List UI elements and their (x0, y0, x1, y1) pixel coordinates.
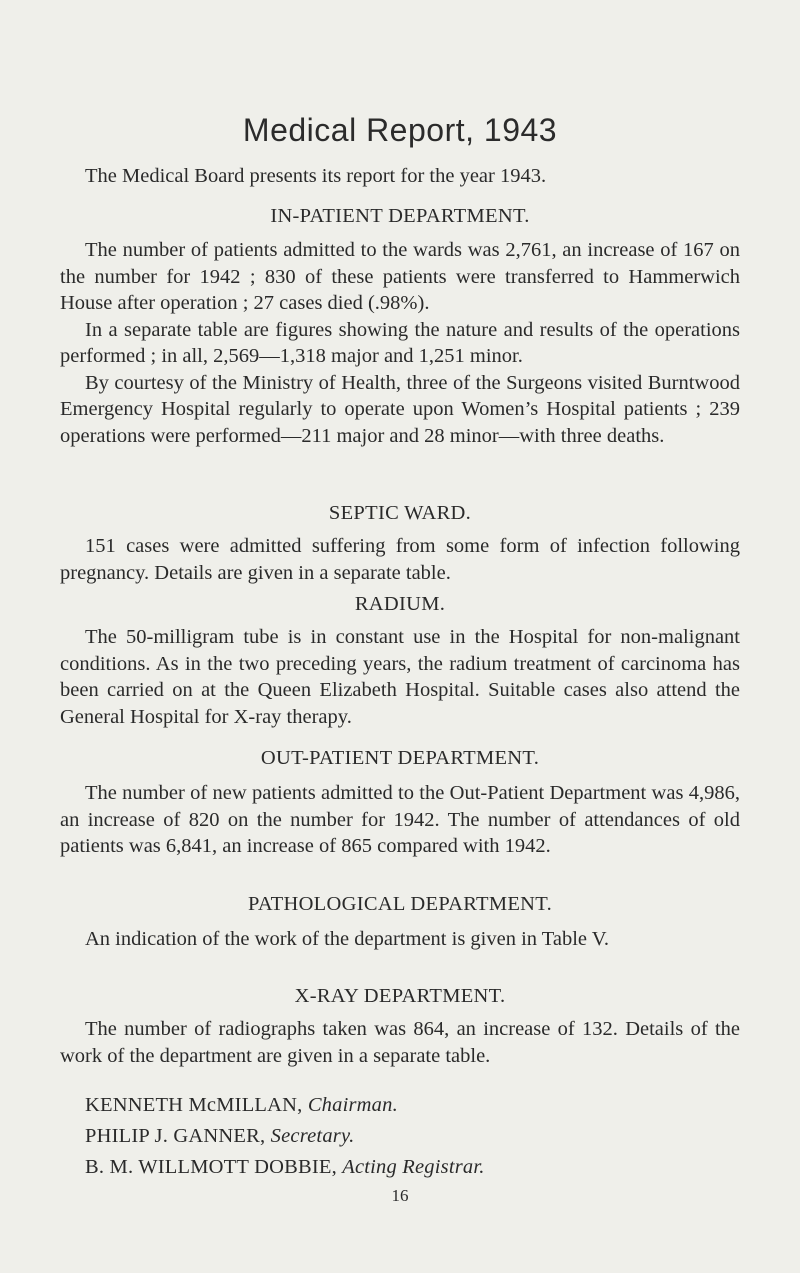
signature-chairman (85, 1094, 398, 1117)
page-title: Medical Report, 1943 (242, 112, 558, 148)
signature-name: KENNETH McMILLAN, (85, 1094, 303, 1116)
signature-registrar (85, 1156, 485, 1179)
septic-ward-heading: SEPTIC WARD. (328, 502, 472, 524)
xray-paragraph: The number of radiographs taken was 864, an increase of 132. Details of the work of the department are given in a separate table. (60, 1018, 740, 1067)
intro-paragraph (60, 163, 740, 190)
in-patient-paragraph-3: By courtesy of the Ministry of Health, three of the Surgeons visited Burntwood Emergency Hospital regularly to operate upon Women’s Hospital patients ; 239 operations were performed—211 major and 28 minor—with three deaths. (60, 371, 740, 447)
out-patient-section (60, 780, 740, 860)
signature-role: Acting Registrar. (342, 1156, 485, 1178)
pathological-section (60, 926, 740, 953)
signature-name: PHILIP J. GANNER, (85, 1125, 266, 1147)
radium-paragraph: The 50-milligram tube is in constant use in the Hospital for non-malignant conditions. As in the two preceding years, the radium treatment of carcinoma has been carried on at the Queen Elizabeth Hospital. Suitable cases also attend the General Hospital for X-ray therapy. (60, 626, 740, 728)
signature-name: B. M. WILLMOTT DOBBIE, (85, 1156, 337, 1178)
in-patient-section (60, 237, 740, 449)
signature-role: Secretary. (270, 1125, 355, 1147)
in-patient-paragraph-1: The number of patients admitted to the wards was 2,761, an increase of 167 on the number for 1942 ; 830 of these patients were transferred to Hammerwich House after operation ; 27 cases died (.98%). (60, 239, 740, 314)
signature-role: Chairman. (307, 1094, 398, 1116)
xray-section (60, 1016, 740, 1069)
septic-ward-paragraph: 151 cases were admitted suffering from some form of infection following pregnancy. Details are given in a separate table. (60, 535, 740, 584)
pathological-heading: PATHOLOGICAL DEPARTMENT. (248, 893, 552, 915)
radium-heading: RADIUM. (354, 593, 446, 615)
out-patient-heading: OUT-PATIENT DEPARTMENT. (260, 747, 540, 769)
septic-ward-section (60, 533, 740, 586)
in-patient-paragraph-2: In a separate table are figures showing the nature and results of the operations performed ; in all, 2,569—1,318 major and 1,251 minor. (60, 318, 740, 367)
out-patient-paragraph: The number of new patients admitted to the Out-Patient Department was 4,986, an increase of 820 on the number for 1942. The number of attendances of old patients was 6,841, an increase of 865 compared with 1942. (60, 782, 740, 857)
intro-text: The Medical Board presents its report for the year 1943. (85, 165, 547, 187)
radium-section (60, 624, 740, 730)
page-number: 16 (391, 1186, 409, 1205)
signature-secretary (85, 1125, 354, 1148)
pathological-paragraph: An indication of the work of the department is given in Table V. (85, 928, 610, 950)
in-patient-heading: IN-PATIENT DEPARTMENT. (270, 205, 530, 227)
xray-heading: X-RAY DEPARTMENT. (294, 985, 506, 1007)
